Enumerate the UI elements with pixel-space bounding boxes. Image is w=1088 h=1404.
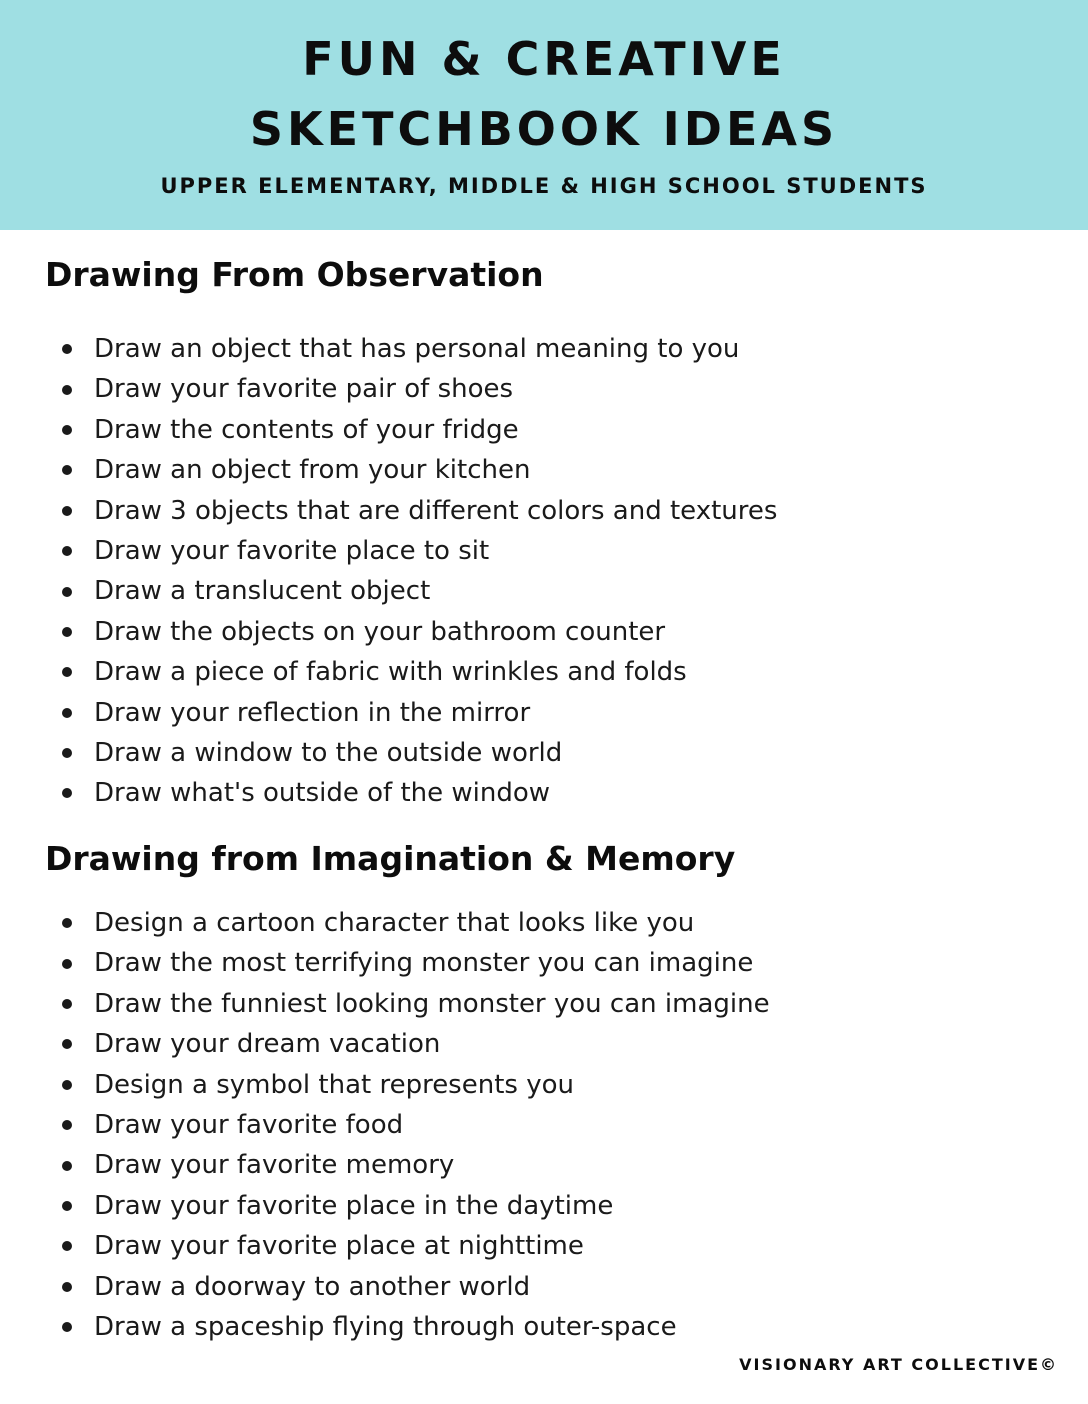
list-item (62, 1024, 770, 1064)
bullet-icon (62, 748, 72, 758)
bullet-icon (62, 1201, 72, 1211)
bullet-icon (62, 587, 72, 597)
list-item (62, 329, 777, 369)
footer-credit: VISIONARY ART COLLECTIVE© (739, 1355, 1058, 1374)
header-banner (0, 0, 1088, 230)
bullet-icon (62, 999, 72, 1009)
list-item-text: Draw a piece of fabric with wrinkles and folds (94, 657, 687, 688)
list-item-text: Draw the most terrifying monster you can imagine (94, 948, 754, 979)
imagination-idea-list (62, 903, 770, 1347)
bullet-icon (62, 1282, 72, 1292)
bullet-icon (62, 1120, 72, 1130)
list-item (62, 1186, 770, 1226)
list-item (62, 733, 777, 773)
list-item-text: Draw what's outside of the window (94, 778, 551, 809)
list-item (62, 984, 770, 1024)
bullet-icon (62, 425, 72, 435)
list-item (62, 1226, 770, 1266)
list-item (62, 1145, 770, 1185)
bullet-icon (62, 788, 72, 798)
bullet-icon (62, 546, 72, 556)
list-item (62, 652, 777, 692)
bullet-icon (62, 385, 72, 395)
list-item (62, 1267, 770, 1307)
list-item-text: Draw your favorite memory (94, 1150, 455, 1181)
bullet-icon (62, 708, 72, 718)
bullet-icon (62, 918, 72, 928)
list-item-text: Draw your favorite place at nighttime (94, 1231, 584, 1262)
bullet-icon (62, 1039, 72, 1049)
list-item-text: Design a cartoon character that looks like you (94, 908, 695, 938)
bullet-icon (62, 465, 72, 475)
section-heading-imagination: Drawing from Imagination & Memory (45, 839, 736, 878)
section-heading-observation: Drawing From Observation (45, 255, 544, 294)
list-item (62, 531, 777, 571)
list-item-text: Draw the contents of your fridge (94, 414, 519, 445)
list-item-text: Draw a window to the outside world (94, 737, 563, 768)
bullet-icon (62, 506, 72, 516)
list-item-text: Draw the objects on your bathroom counter (94, 616, 666, 647)
bullet-icon (62, 1161, 72, 1171)
list-item-text: Draw your favorite food (94, 1109, 404, 1140)
list-item-text: Draw a doorway to another world (94, 1271, 531, 1302)
list-item-text: Draw a spaceship flying through outer-space (94, 1311, 677, 1342)
list-item (62, 773, 777, 813)
list-item (62, 612, 777, 652)
list-item-text: Draw the funniest looking monster you can imagine (94, 988, 770, 1019)
bullet-icon (62, 959, 72, 969)
list-item-text: Draw 3 objects that are different colors and textures (94, 495, 778, 526)
list-item (62, 693, 777, 733)
list-item (62, 903, 770, 943)
list-item (62, 943, 770, 983)
page-title-line-2: SKETCHBOOK IDEAS (249, 102, 839, 156)
bullet-icon (62, 344, 72, 354)
observation-idea-list (62, 329, 777, 814)
list-item-text: Draw an object that has personal meaning to you (94, 334, 740, 364)
list-item-text: Draw your favorite pair of shoes (94, 374, 514, 405)
page-title-line-1: FUN & CREATIVE (302, 32, 786, 86)
list-item (62, 571, 777, 611)
list-item-text: Draw your favorite place to sit (94, 535, 490, 566)
bullet-icon (62, 1241, 72, 1251)
list-item-text: Draw your reflection in the mirror (94, 697, 531, 728)
list-item (62, 1065, 770, 1105)
list-item (62, 450, 777, 490)
list-item (62, 410, 777, 450)
list-item-text: Design a symbol that represents you (94, 1069, 574, 1100)
list-item (62, 369, 777, 409)
list-item-text: Draw a translucent object (94, 576, 431, 607)
list-item (62, 1105, 770, 1145)
bullet-icon (62, 1080, 72, 1090)
bullet-icon (62, 667, 72, 677)
page-subtitle: UPPER ELEMENTARY, MIDDLE & HIGH SCHOOL STUDENTS (160, 174, 928, 198)
bullet-icon (62, 1322, 72, 1332)
bullet-icon (62, 627, 72, 637)
list-item (62, 1307, 770, 1347)
list-item (62, 491, 777, 531)
list-item-text: Draw your dream vacation (94, 1029, 441, 1060)
list-item-text: Draw an object from your kitchen (94, 455, 531, 486)
list-item-text: Draw your favorite place in the daytime (94, 1190, 614, 1221)
